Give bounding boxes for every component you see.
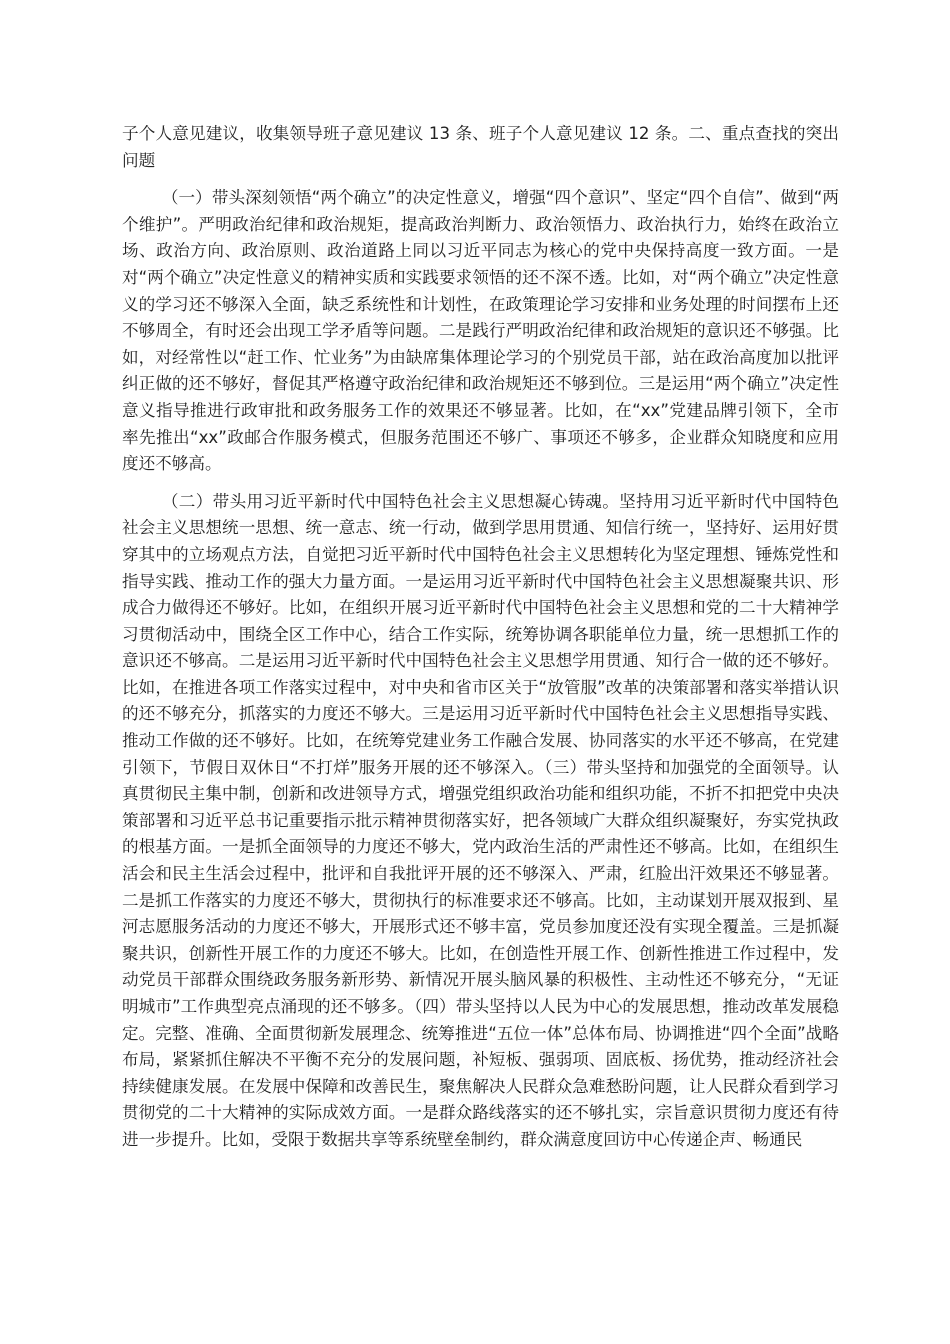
paragraph-section-2: （二）带头用习近平新时代中国特色社会主义思想凝心铸魂。坚持用习近平新时代中国特色社会主义思想统一思想、统一意志、统一行动，做到学思用贯通、知信行统一，坚持好、运用好贯穿其中的立场观点方法，自觉把习近平新时代中国特色社会主义思想转化为坚定理想、锤炼党性和指导实践、推动工作的强大力量方面。一是运用习近平新时代中国特色社会主义思想凝聚共识、形成合力做得还不够好。比如，在组织开展习近平新时代中国特色社会主义思想和党的二十大精神学习贯彻活动中，围绕全区工作中心，结合工作实际，统筹协调各职能单位力量，统一思想抓工作的意识还不够高。二是运用习近平新时代中国特色社会主义思想学用贯通、知行合一做的还不够好。比如，在推进各项工作落实过程中，对中央和省市区关于“放管服”改革的决策部署和落实举措认识的还不够充分，抓落实的力度还不够大。三是运用习近平新时代中国特色社会主义思想指导实践、推动工作做的还不够好。比如，在统筹党建业务工作融合发展、协同落实的水平还不够高，在党建引领下，节假日双休日“不打烊”服务开展的还不够深入。（三）带头坚持和加强党的全面领导。认真贯彻民主集中制，创新和改进领导方式，增强党组织政治功能和组织功能，不折不扣把党中央决策部署和习近平总书记重要指示批示精神贯彻落实好，把各领域广大群众组织凝聚好，夯实党执政的根基方面。一是抓全面领导的力度还不够大，党内政治生活的严肃性还不够高。比如，在组织生活会和民主生活会过程中，批评和自我批评开展的还不够深入、严肃，红脸出汗效果还不够显著。二是抓工作落实的力度还不够大，贯彻执行的标准要求还不够高。比如，主动谋划开展双报到、星河志愿服务活动的力度还不够大，开展形式还不够丰富，党员参加度还没有实现全覆盖。三是抓凝聚共识，创新性开展工作的力度还不够大。比如，在创造性开展工作、创新性推进工作过程中，发动党员干部群众围绕政务服务新形势、新情况开展头脑风暴的积极性、主动性还不够充分，“无证明城市”工作典型亮点涌现的还不够多。（四）带头坚持以人民为中心的发展思想，推动改革发展稳定。完整、准确、全面贯彻新发展理念、统筹推进“五位一体”总体布局、协调推进“四个全面”战略布局，紧紧抓住解决不平衡不充分的发展问题，补短板、强弱项、固底板、扬优势，推动经济社会持续健康发展。在发展中保障和改善民生，聚焦解决人民群众急难愁盼问题，让人民群众看到学习贯彻党的二十大精神的实际成效方面。一是群众路线落实的还不够扎实，宗旨意识贯彻力度还有待进一步提升。比如，受限于数据共享等系统壁垒制约，群众满意度回访中心传递企声、畅通民 — [122, 491, 839, 1149]
document-page — [122, 121, 839, 1165]
paragraph-section-1: （一）带头深刻领悟“两个确立”的决定性意义，增强“四个意识”、坚定“四个自信”、做到“两个维护”。严明政治纪律和政治规矩，提高政治判断力、政治领悟力、政治执行力，始终在政治立场、政治方向、政治原则、政治道路上同以习近平同志为核心的党中央保持高度一致方面。一是对“两个确立”决定性意义的精神实质和实践要求领悟的还不深不透。比如，对“两个确立”决定性意义的学习还不够深入全面，缺乏系统性和计划性，在政策理论学习安排和业务处理的时间摆布上还不够周全，有时还会出现工学矛盾等问题。二是践行严明政治纪律和政治规矩的意识还不够强。比如，对经常性以“赶工作、忙业务”为由缺席集体理论学习的个别党员干部，站在政治高度加以批评纠正做的还不够好，督促其严格遵守政治纪律和政治规矩还不够到位。三是运用“两个确立”决定性意义指导推进行政审批和政务服务工作的效果还不够显著。比如，在“xx”党建品牌引领下，全市率先推出“xx”政邮合作服务模式，但服务范围还不够广、事项还不够多，企业群众知晓度和应用度还不够高。 — [122, 188, 839, 474]
paragraph-intro: 子个人意见建议，收集领导班子意见建议 13 条、班子个人意见建议 12 条。二、重点查找的突出问题 — [122, 124, 839, 170]
